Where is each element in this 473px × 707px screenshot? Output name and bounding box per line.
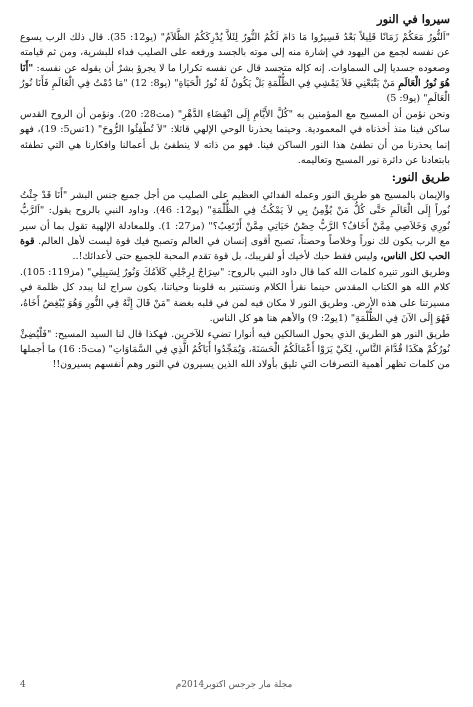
article-body bbox=[20, 10, 450, 374]
paragraph bbox=[20, 30, 450, 106]
bold-quote: "أَنَا هُوَ نُورُ الْعَالَمِ bbox=[20, 62, 450, 89]
paragraph: ونحن نؤمن أن المسيح مع المؤمنين به "كُلَّ الأَيَّامِ إِلَى انْقِضَاءِ الدَّهْرِ" (مت28: 20). ونؤمن أن الروح القدس ساكن فينا منذ أخذناه في المعمودية. وحينما يحذرنا الوحي الإلهي قائلا: "لاَ تُطْفِئُوا الرُّوحَ" (1تس5: 19)، فهو إنما يحذرنا من أن نطفئ هذا النور الساكن فينا. فهو من ذاته لا ينطفئ بل أعمالنا وافكارنا هي التي تطفئه بابتعادنا عن دائرة نور المسيح وتعاليمه. bbox=[20, 109, 450, 166]
bold-phrase: قوة الحب لكل الناس، bbox=[20, 235, 450, 263]
paragraph: وطريق النور تنيره كلمات الله كما قال داود النبي بالروح: "سِرَاجٌ لِرِجْلِي كَلاَمُكَ وَنُورٌ لِسَبِيلِي" (مز119: 105). كلام الله هو الكتاب المقدس حينما نقرأ الكلام ونستنير به قلوبنا وحياتنا، يكون سراج لنا يبدد كل ظلمة في مسيرتنا على هذه الأرض. وطريق النور لا مكان فيه لمن في قلبه بغضة "مَنْ قَالَ إِنَّهُ فِي النُّورِ وَهُوَ يُبْغِضُ أَخَاهُ، فَهُوَ إِلَى الآنَ فِي الظُّلْمَةِ" (1يو2: 9) والأهم هنا هو كل الناس. bbox=[20, 267, 450, 324]
section-heading-walk-in-light: سيروا في النور bbox=[377, 12, 450, 26]
paragraph-text: مَنْ يَتْبَعْنِي فَلاَ يَمْشِي فِي الظُّلْمَةِ بَلْ يَكُونُ لَهُ نُورُ الْحَيَاةِ" (يو8: 12) "مَا دُمْتُ فِي الْعَالَمِ فَأَنَا نُورُ الْعَالَمِ" (يو9: 5) bbox=[20, 77, 450, 105]
paragraph-text: والإيمان بالمسيح هو طريق النور وعمله الفدائي العظيم على الصليب من أجل جميع جنس البشر "أَنَا قَدْ جِئْتُ نُوراً إِلَى الْعَالَمِ حَتَّى كُلُّ مَنْ يُؤْمِنُ بِي لاَ يَمْكُثُ فِي الظُّلْمَةِ" (يو12: 46). وداود النبي بالروح يقول: "اَلرَّبُّ نُورِي وَخَلاَصِي مِمَّنْ أَخَافُ؟ الرَّبُّ حِصْنُ حَيَاتِي مِمَّنْ أَرْتَعِبُ؟" (مز27: 1). وللمعادلة الإلهية تقول بما أن سير مع الرب يكون لك نوراً وخلاصاً وحصناً، تصبح أقوى إنسان في العالم وتصبح فيك قوة ليست لأهل العالم. bbox=[20, 190, 450, 247]
footer-text: مجلة مار جرجس اكتوبر2014م bbox=[175, 680, 293, 690]
paragraph: طريق النور هو الطريق الذي يحول السالكين فيه أنوارا تضيء للآخرين. فهكذا قال لنا السيد المسيح: "فَلْيُضِئْ نُورُكُمْ هكَذَا قُدَّامَ النَّاسِ، لِكَيْ يَرَوْا أَعْمَالَكُمُ الْحَسَنَةَ، وَيُمَجِّدُوا أَبَاكُمُ الَّذِي فِي السَّمَاوَاتِ" (مت5: 16) ما أجملها من كلمات تظهر أهمية التصرفات التي تليق بأولاد الله الذين يسيرون في النور وهم أنفسهم يسيرون!! bbox=[20, 329, 450, 371]
paragraph-text: "اَلنُّورُ مَعَكُمْ زَمَانًا قَلِيلاً بَعْدُ فَسِيرُوا مَا دَامَ لَكُمُ النُّورُ لِئَلاَّ يُدْرِكَكُمُ الظَّلاَمُ" (يو12: 35). قال ذلك الرب يسوع عن نفسه لجمع من اليهود في إشارة منه إلى موته بالجسد ورفعه على الصليب فداء للبشرية، ومن ثم قيامته وصعوده جسديا إلى السماوات. إنه كإله متجسد قال عن نفسه تكرارا ما لا يجرؤ بشرٌ أن يقوله عن نفسه: bbox=[20, 32, 450, 74]
section-heading-path-of-light: طريق النور: bbox=[391, 170, 450, 185]
paragraph bbox=[20, 188, 450, 264]
paragraph-text: وليس فقط حبك لأخيك أو لقريبك، بل قوة تقدم المحبة للجميع حتى لأعدائك!.. bbox=[72, 251, 378, 263]
page-number: 4 bbox=[20, 680, 26, 690]
